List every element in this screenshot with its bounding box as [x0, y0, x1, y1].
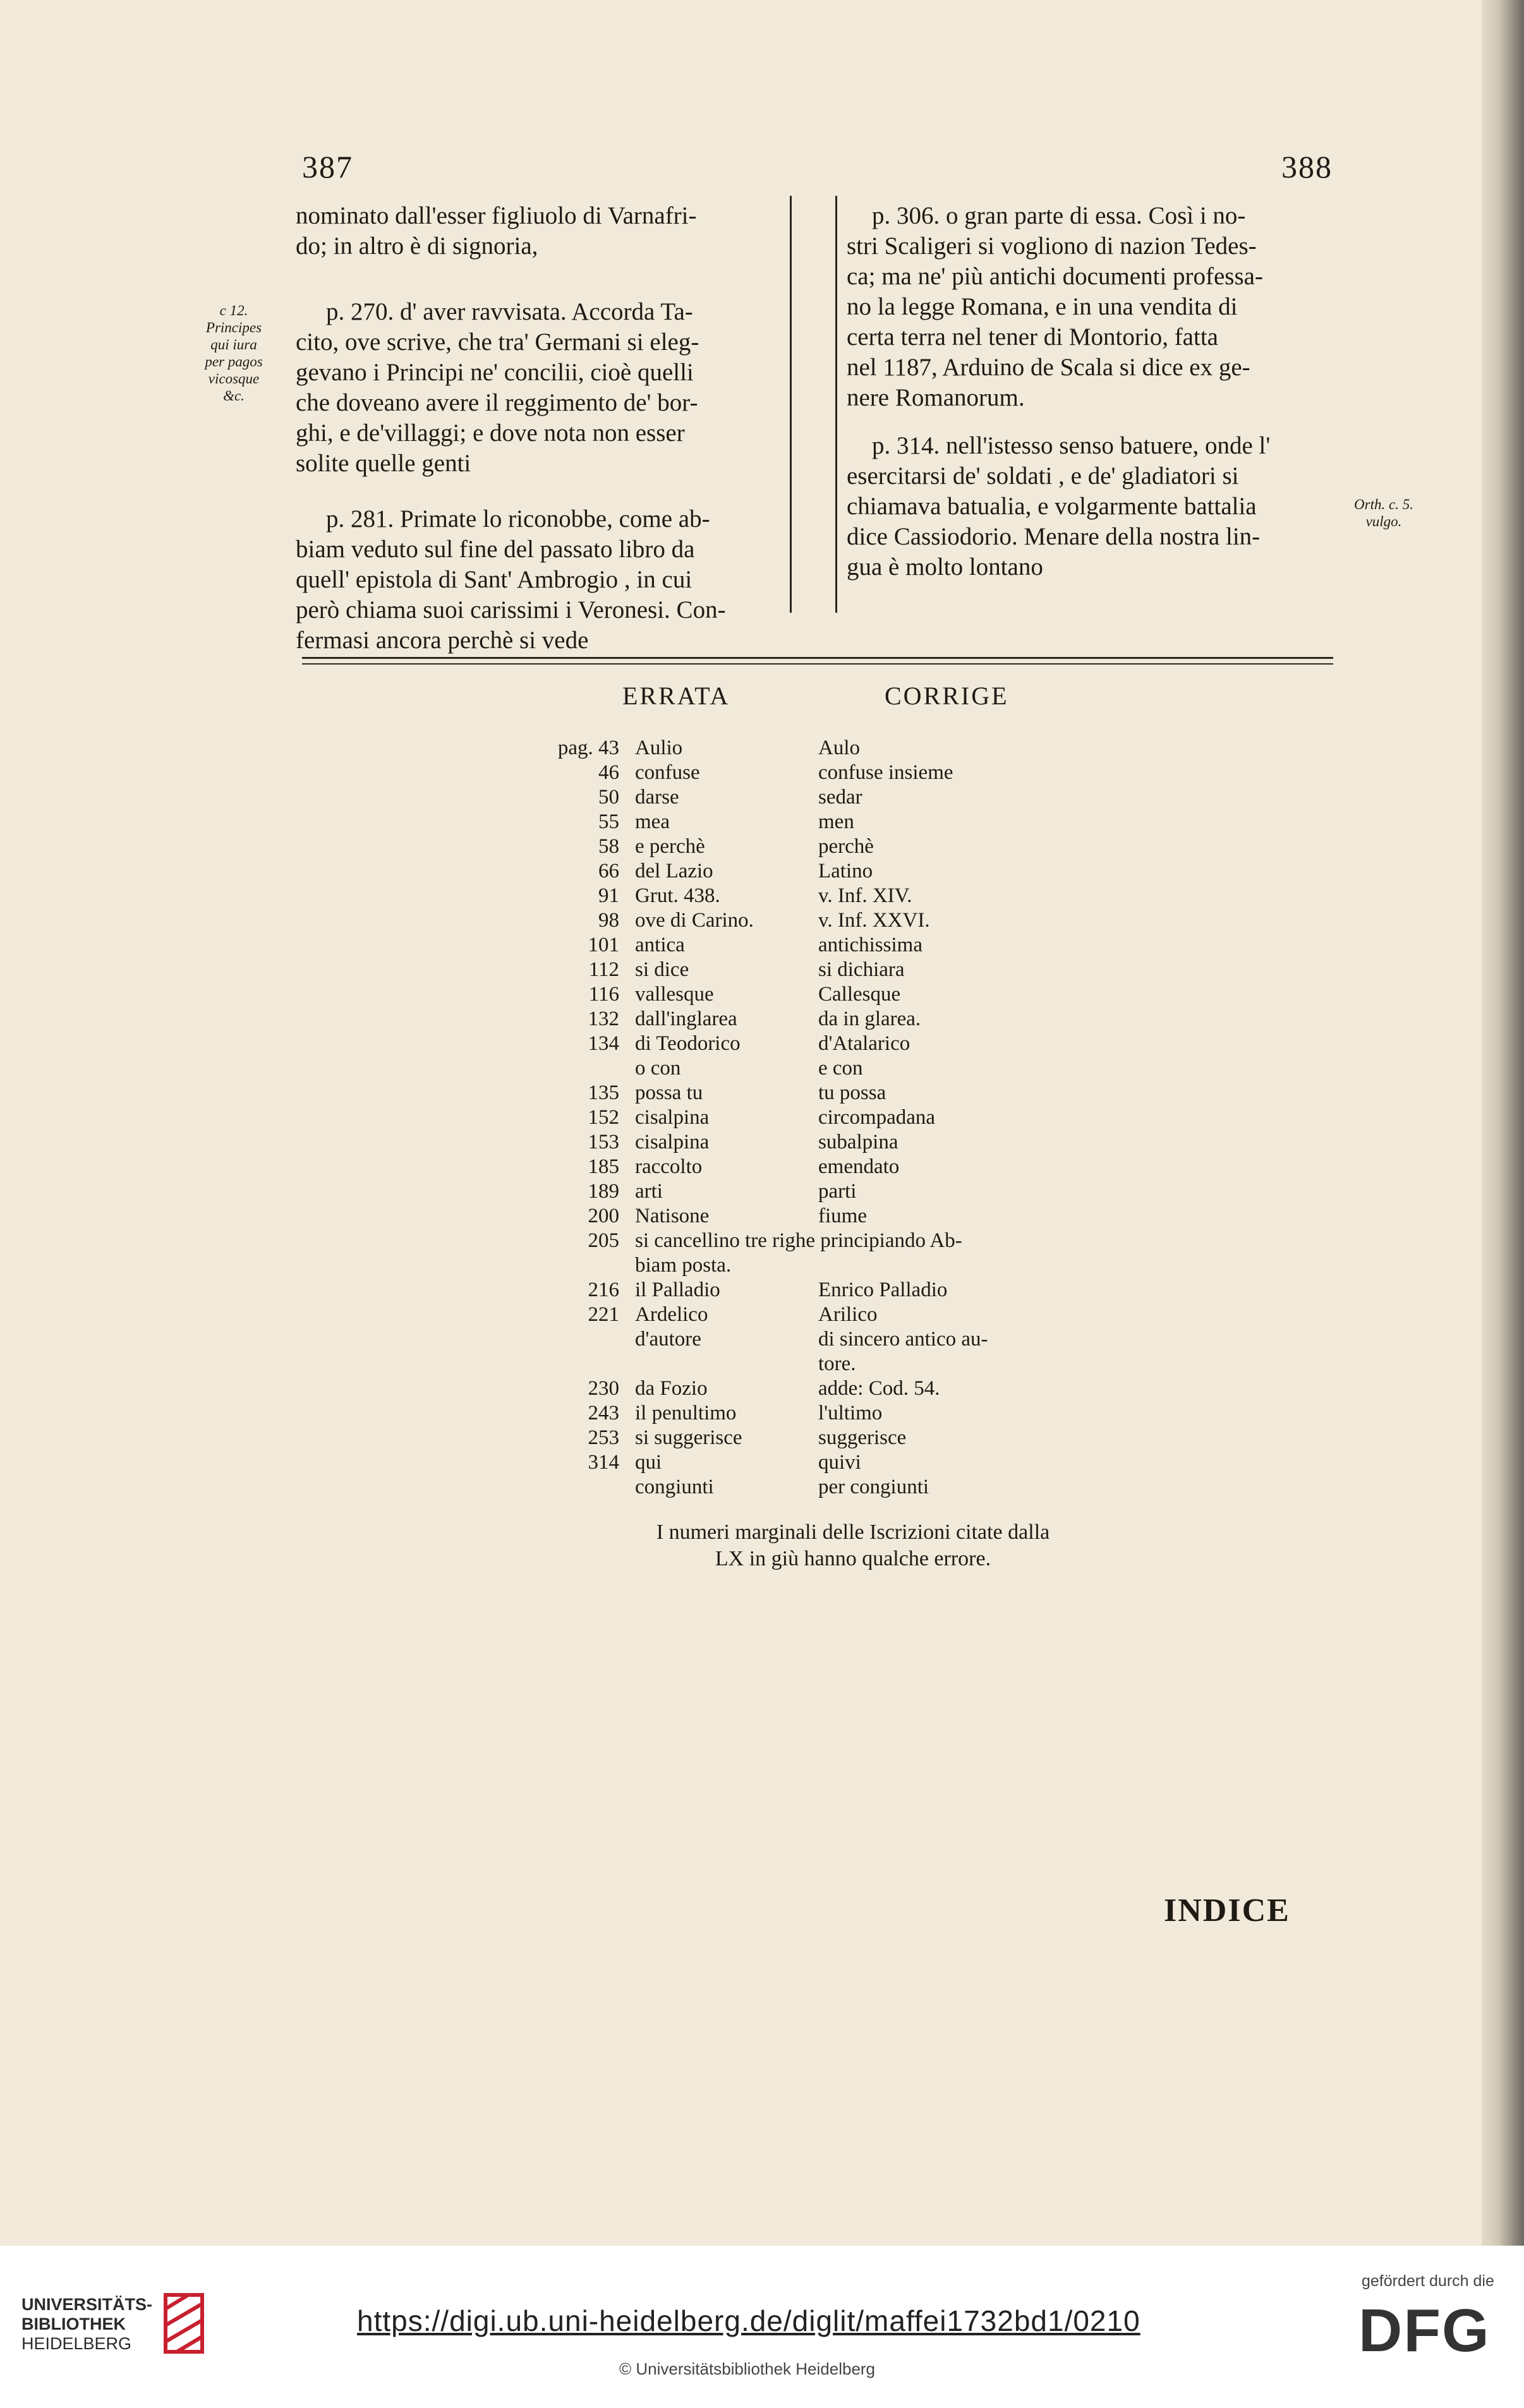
errata-page-ref: 112: [588, 958, 619, 981]
errata-row: [543, 1179, 1428, 1203]
errata-correct-text: adde: Cod. 54.: [818, 1377, 940, 1400]
errata-row: [543, 1081, 1428, 1105]
errata-correct-text: l'ultimo: [818, 1402, 883, 1424]
errata-row: [543, 933, 1428, 957]
text-line: che doveano avere il reggimento de' bor-: [296, 389, 698, 416]
errata-wrong-text: cisalpina: [635, 1131, 710, 1153]
errata-correct-text: Latino: [818, 860, 873, 882]
right-page-number: 388: [1281, 149, 1333, 184]
errata-wrong-text: ove di Carino.: [635, 909, 754, 932]
errata-row: [543, 1155, 1428, 1179]
errata-row: [543, 761, 1428, 785]
errata-row: [543, 958, 1428, 982]
errata-row: [543, 1056, 1428, 1080]
errata-row: [543, 1007, 1428, 1031]
library-city: HEIDELBERG: [21, 2334, 132, 2353]
text-line: gua è molto lontano: [847, 553, 1043, 581]
text-line: certa terra nel tener di Montorio, fatta: [847, 323, 1218, 351]
errata-wrong-text: antica: [635, 934, 685, 956]
errata-correct-text: subalpina: [818, 1131, 898, 1153]
errata-page-ref: 314: [588, 1451, 619, 1474]
errata-correct-text: v. Inf. XXVI.: [818, 909, 930, 932]
text-line: biam veduto sul fine del passato libro da: [296, 536, 695, 563]
text-line: p. 314. nell'istesso senso batuere, onde l': [872, 432, 1271, 459]
errata-row: [543, 810, 1428, 834]
errata-page-ref: pag. 43: [557, 737, 619, 759]
paragraph: [296, 504, 783, 656]
errata-wrong-text: confuse: [635, 761, 700, 784]
errata-correct-text: Callesque: [818, 983, 901, 1006]
errata-correct-text: perchè: [818, 835, 874, 858]
text-line: esercitarsi de' soldati , e de' gladiatori si: [847, 462, 1239, 490]
errata-correct-text: parti: [818, 1180, 857, 1203]
errata-wrong-text: il Palladio: [635, 1279, 720, 1301]
errata-correct-text: d'Atalarico: [818, 1032, 910, 1055]
margin-note-line: Principes: [205, 320, 262, 335]
errata-correct-text: confuse insieme: [818, 761, 953, 784]
errata-correct-text: si dichiara: [818, 958, 905, 981]
text-line: do; in altro è di signoria,: [296, 232, 538, 260]
errata-wrong-text: raccolto: [635, 1155, 703, 1178]
errata-wrong-text: Aulio: [635, 737, 683, 759]
errata-correct-text: tore.: [818, 1352, 856, 1375]
errata-page-ref: 230: [588, 1377, 619, 1400]
book-edge: [1482, 0, 1524, 2246]
library-logo-icon: [158, 2290, 210, 2359]
errata-row: [543, 1278, 1428, 1302]
errata-correct-text: da in glarea.: [818, 1008, 921, 1030]
text-line: però chiama suoi carissimi i Veronesi. Con-: [296, 596, 726, 623]
left-page-number: 387: [302, 149, 353, 184]
margin-note-line: vulgo.: [1365, 514, 1402, 529]
margin-note-line: c 12.: [219, 303, 248, 318]
catchword: INDICE: [1164, 1893, 1290, 1929]
text-line: nere Romanorum.: [847, 384, 1025, 411]
errata-wrong-text: congiunti: [635, 1476, 714, 1498]
text-line: stri Scaligeri si vogliono di nazion Tedes-: [847, 232, 1257, 260]
text-line: dice Cassiodorio. Menare della nostra lin-: [847, 523, 1261, 550]
text-line: nominato dall'esser figliuolo di Varnafri-: [296, 202, 697, 229]
errata-wrong-text: il penultimo: [635, 1402, 737, 1424]
errata-correct-text: fiume: [818, 1205, 867, 1227]
errata-row: [543, 785, 1428, 809]
note-line: I numeri marginali delle Iscrizioni citate dalla: [656, 1520, 1050, 1544]
errata-wrong-text: possa tu: [635, 1081, 703, 1104]
errata-row: [543, 859, 1428, 883]
errata-page-ref: 66: [598, 860, 619, 882]
text-line: nel 1187, Arduino de Scala si dice ex ge-: [847, 354, 1250, 381]
errata-page-ref: 91: [598, 884, 619, 907]
errata-wrong-text: d'autore: [635, 1328, 701, 1351]
margin-note-line: per pagos: [205, 354, 263, 370]
errata-row: [543, 1032, 1428, 1056]
errata-table: [543, 736, 1428, 1507]
errata-row: [543, 1475, 1428, 1499]
errata-page-ref: 55: [598, 810, 619, 833]
errata-row: [543, 1204, 1428, 1228]
errata-correct-text: sedar: [818, 786, 862, 809]
text-line: chiamava batualia, e volgarmente battalia: [847, 493, 1257, 520]
section-divider-thin: [302, 663, 1333, 665]
errata-row: [543, 1105, 1428, 1129]
column-divider-left: [790, 196, 792, 613]
dfg-logo: DFG: [1358, 2297, 1491, 2364]
right-margin-note: [1340, 496, 1428, 530]
errata-wrong-text: di Teodorico: [635, 1032, 741, 1055]
errata-heading: ERRATA: [622, 682, 730, 710]
funding-label: gefördert durch die: [1362, 2272, 1494, 2290]
errata-correct-text: tu possa: [818, 1081, 886, 1104]
text-line: solite quelle genti: [296, 450, 471, 477]
errata-page-ref: 243: [588, 1402, 619, 1424]
errata-row: [543, 1376, 1428, 1400]
errata-row: [543, 908, 1428, 932]
errata-note: [543, 1519, 1163, 1572]
errata-page-ref: 200: [588, 1205, 619, 1227]
text-line: p. 306. o gran parte di essa. Così i no-: [872, 202, 1246, 229]
column-divider-right: [835, 196, 837, 613]
errata-wrong-text: darse: [635, 786, 679, 809]
errata-correct-text: di sincero antico au-: [818, 1328, 988, 1351]
margin-note-line: vicosque: [208, 371, 260, 387]
paragraph: [847, 201, 1334, 413]
text-line: quell' epistola di Sant' Ambrogio , in cui: [296, 566, 692, 593]
text-line: p. 270. d' aver ravvisata. Accorda Ta-: [326, 298, 693, 325]
copyright-notice: © Universitätsbibliothek Heidelberg: [619, 2359, 876, 2378]
errata-page-ref: 205: [588, 1229, 619, 1252]
errata-page-ref: 50: [598, 786, 619, 809]
paragraph: [296, 201, 783, 262]
margin-note-line: Orth. c. 5.: [1354, 497, 1413, 512]
errata-correct-text: v. Inf. XIV.: [818, 884, 912, 907]
errata-page-ref: 132: [588, 1008, 619, 1030]
text-line: cito, ove scrive, che tra' Germani si eleg-: [296, 328, 699, 356]
errata-row: [543, 1426, 1428, 1450]
paragraph: [847, 431, 1334, 582]
errata-page-ref: 189: [588, 1180, 619, 1203]
errata-correct-text: Arilico: [818, 1303, 878, 1326]
errata-row: [543, 736, 1428, 760]
left-margin-note: [190, 302, 278, 404]
errata-wrong-text: da Fozio: [635, 1377, 708, 1400]
text-line: gevano i Principi ne' concilii, cioè quelli: [296, 359, 694, 386]
errata-correct-text: suggerisce: [818, 1426, 907, 1449]
errata-row: [543, 1130, 1428, 1154]
errata-page-ref: 58: [598, 835, 619, 858]
library-name-line: UNIVERSITÄTS-: [21, 2295, 153, 2314]
errata-wrong-text: cisalpina: [635, 1106, 710, 1129]
errata-wrong-text: Grut. 438.: [635, 884, 720, 907]
permalink-url[interactable]: https://digi.ub.uni-heidelberg.de/diglit/maffei1732bd1/0210: [357, 2304, 1140, 2337]
text-line: ca; ma ne' più antichi documenti professa-: [847, 263, 1263, 290]
errata-correct-text: circompadana: [818, 1106, 936, 1129]
errata-row: [543, 1327, 1428, 1351]
errata-row: [543, 982, 1428, 1006]
errata-wrong-text: si suggerisce: [635, 1426, 742, 1449]
errata-page-ref: 134: [588, 1032, 619, 1055]
errata-row: [543, 834, 1428, 858]
errata-page-ref: 116: [588, 983, 619, 1006]
errata-row: [543, 1303, 1428, 1327]
errata-wrong-text: del Lazio: [635, 860, 713, 882]
errata-page-ref: 101: [588, 934, 619, 956]
errata-page-ref: 135: [588, 1081, 619, 1104]
text-line: ghi, e de'villaggi; e dove nota non esser: [296, 419, 685, 447]
corrige-heading: CORRIGE: [885, 682, 1009, 710]
errata-page-ref: 221: [588, 1303, 619, 1326]
errata-row: [543, 1253, 1428, 1277]
viewer-footer: [0, 2246, 1524, 2408]
errata-wrong-text: e perchè: [635, 835, 705, 858]
errata-page-ref: 253: [588, 1426, 619, 1449]
left-text-column: [296, 201, 783, 656]
errata-wrong-text: si dice: [635, 958, 689, 981]
paragraph: [296, 297, 783, 479]
errata-row: [543, 1352, 1428, 1376]
errata-wrong-text: si cancellino tre righe principiando Ab-: [635, 1229, 962, 1252]
errata-row: [543, 884, 1428, 908]
errata-wrong-text: qui: [635, 1451, 662, 1474]
errata-correct-text: quivi: [818, 1451, 861, 1474]
errata-correct-text: emendato: [818, 1155, 900, 1178]
errata-wrong-text: Natisone: [635, 1205, 710, 1227]
margin-note-line: qui iura: [210, 337, 257, 352]
errata-page-ref: 185: [588, 1155, 619, 1178]
errata-page-ref: 46: [598, 761, 619, 784]
errata-wrong-text: Ardelico: [635, 1303, 708, 1326]
errata-page-ref: 216: [588, 1279, 619, 1301]
errata-correct-text: men: [818, 810, 854, 833]
errata-correct-text: e con: [818, 1057, 863, 1080]
errata-correct-text: Enrico Palladio: [818, 1279, 948, 1301]
errata-wrong-text: o con: [635, 1057, 681, 1080]
errata-row: [543, 1229, 1428, 1253]
errata-wrong-text: mea: [635, 810, 670, 833]
errata-wrong-text: biam posta.: [635, 1254, 732, 1277]
margin-note-line: &c.: [223, 388, 245, 404]
section-divider: [302, 657, 1333, 659]
errata-row: [543, 1401, 1428, 1425]
errata-correct-text: Aulo: [818, 737, 860, 759]
text-line: p. 281. Primate lo riconobbe, come ab-: [326, 505, 710, 533]
errata-wrong-text: vallesque: [635, 983, 714, 1006]
text-line: fermasi ancora perchè si vede: [296, 627, 589, 654]
library-name: [21, 2295, 167, 2354]
errata-wrong-text: dall'inglarea: [635, 1008, 737, 1030]
errata-page-ref: 152: [588, 1106, 619, 1129]
text-line: no la legge Romana, e in una vendita di: [847, 293, 1238, 320]
errata-page-ref: 98: [598, 909, 619, 932]
note-line: LX in giù hanno qualche errore.: [715, 1547, 991, 1570]
errata-correct-text: antichissima: [818, 934, 922, 956]
errata-correct-text: per congiunti: [818, 1476, 929, 1498]
errata-wrong-text: arti: [635, 1180, 663, 1203]
library-name-line: BIBLIOTHEK: [21, 2315, 126, 2333]
errata-page-ref: 153: [588, 1131, 619, 1153]
right-text-column: [847, 201, 1334, 582]
errata-row: [543, 1450, 1428, 1474]
